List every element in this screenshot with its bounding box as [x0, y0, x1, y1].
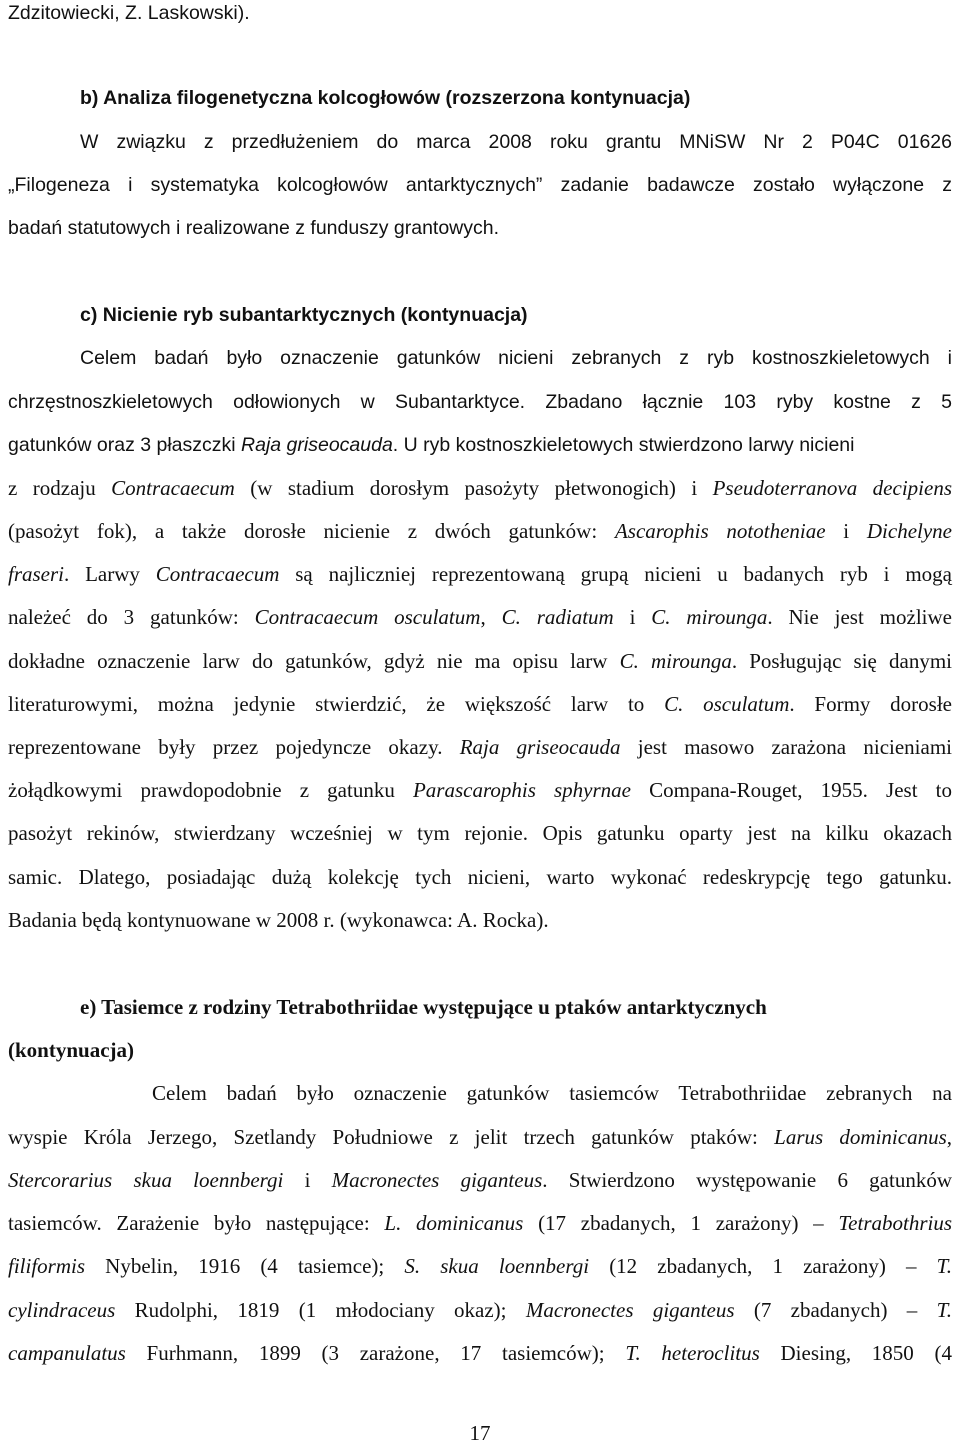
species-epithet: cylindraceus — [8, 1298, 116, 1322]
paragraph-line: samic. Dlatego, posiadając dużą kolekcję tych nicieni, warto wykonać redeskrypcję tego gatunku. — [8, 865, 952, 889]
text: Furhmann, 1899 (3 zarażone, 17 tasiemców); — [125, 1341, 626, 1365]
genus-abbrev: T. — [936, 1298, 952, 1322]
text: . U ryb kostnoszkieletowych stwierdzono larwy nicieni — [392, 434, 855, 456]
paragraph-line — [8, 518, 952, 544]
species-name: Pseudoterranova decipiens — [712, 476, 952, 500]
text: reprezentowane były przez pojedyncze okazy. — [8, 735, 460, 759]
species-name: C. mirounga — [651, 605, 768, 629]
species-epithet: fraseri — [8, 562, 65, 586]
species-name: C. radiatum — [501, 605, 614, 629]
species-name: T. heteroclitus — [625, 1341, 760, 1365]
text: Diesing, 1850 (4 — [759, 1341, 952, 1365]
species-name: Macronectes giganteus — [331, 1168, 543, 1192]
continuation-line — [8, 0, 952, 26]
text: i — [825, 519, 867, 543]
text: Nybelin, 1916 (4 tasiemce); — [85, 1254, 405, 1278]
paragraph-line: „Filogeneza i systematyka kolcogłowów antarktycznych” zadanie badawcze zostało wyłączone z — [8, 174, 952, 196]
species-name: C. mirounga — [619, 649, 732, 673]
paragraph-line — [8, 561, 952, 587]
species-epithet: filiformis — [8, 1254, 86, 1278]
text: (w stadium dorosłym pasożyty płetwonogich) i — [234, 476, 713, 500]
paragraph-line: badań statutowych i realizowane z funduszy grantowych. — [8, 217, 500, 239]
paragraph-line: Celem badań było oznaczenie gatunków tasiemców Tetrabothriidae zebranych na — [152, 1081, 952, 1105]
text: . Formy dorosłe — [789, 692, 953, 716]
species-name: C. osculatum — [664, 692, 790, 716]
species-name: Macronectes giganteus — [525, 1298, 735, 1322]
species-name: Raja griseocauda — [241, 434, 393, 456]
text: należeć do 3 gatunków: — [8, 605, 255, 629]
paragraph-line: chrzęstnoszkieletowych odłowionych w Subantarktyce. Zbadano łącznie 103 ryby kostne z 5 — [8, 391, 952, 413]
genus-name: Tetrabothrius — [838, 1211, 952, 1235]
genus-abbrev: T. — [936, 1254, 952, 1278]
species-name: Parascarophis sphyrnae — [412, 778, 631, 802]
species-name: Contracaecum osculatum — [254, 605, 481, 629]
text: . Posługując się danymi — [731, 649, 952, 673]
text: . Nie jest możliwe — [767, 605, 952, 629]
section-e-heading-cont: (kontynuacja) — [8, 1038, 135, 1062]
genus-name: Dichelyne — [866, 519, 952, 543]
species-name: Stercorarius skua loennbergi — [8, 1168, 284, 1192]
text: i — [613, 605, 652, 629]
text: żołądkowymi prawdopodobnie z gatunku — [8, 778, 413, 802]
text: gatunków oraz 3 płaszczki — [8, 434, 242, 456]
species-name: S. skua loennbergi — [404, 1254, 590, 1278]
paragraph-line — [8, 475, 952, 501]
paragraph-line — [8, 734, 952, 760]
paragraph-line: Badania będą kontynuowane w 2008 r. (wykonawca: A. Rocka). — [8, 908, 549, 932]
text: . Larwy — [64, 562, 156, 586]
text: wyspie Króla Jerzego, Szetlandy Południowe z jelit trzech gatunków ptaków: — [8, 1125, 775, 1149]
text: są najliczniej reprezentowaną grupą nicieni u badanych ryb i mogą — [279, 562, 953, 586]
text: Rudolphi, 1819 (1 młodociany okaz); — [115, 1298, 526, 1322]
text: tasiemców. Zarażenie było następujące: — [8, 1211, 385, 1235]
text: (17 zbadanych, 1 zarażony) – — [523, 1211, 839, 1235]
paragraph-line — [8, 1340, 952, 1366]
paragraph-line — [8, 691, 952, 717]
section-e-heading: e) Tasiemce z rodziny Tetrabothriidae występujące u ptaków antarktycznych — [80, 995, 767, 1019]
paragraph-line — [8, 1297, 952, 1323]
species-name: Raja griseocauda — [459, 735, 621, 759]
genus-name: Contracaecum — [111, 476, 235, 500]
text: literaturowymi, można jedynie stwierdzić, że większość larw to — [8, 692, 665, 716]
paragraph-line — [8, 1124, 952, 1150]
text: (pasożyt fok), a także dorosłe nicienie z dwóch gatunków: — [8, 519, 615, 543]
species-name: L. dominicanus — [384, 1211, 524, 1235]
text: z rodzaju — [8, 476, 112, 500]
paragraph-line: W związku z przedłużeniem do marca 2008 roku grantu MNiSW Nr 2 P04C 01626 — [80, 131, 952, 153]
paragraph-line — [8, 1210, 952, 1236]
paragraph-line: Celem badań było oznaczenie gatunków nicieni zebranych z ryb kostnoszkieletowych i — [80, 347, 952, 369]
paragraph-line — [8, 604, 952, 630]
species-name: Ascarophis nototheniae — [614, 519, 826, 543]
text: (12 zbadanych, 1 zarażony) – — [589, 1254, 937, 1278]
paragraph-line — [8, 777, 952, 803]
text: , — [480, 605, 502, 629]
section-b-heading: b) Analiza filogenetyczna kolcogłowów (rozszerzona kontynuacja) — [80, 87, 691, 109]
paragraph-line — [8, 1253, 952, 1279]
text: i — [283, 1168, 332, 1192]
paragraph-line — [8, 1167, 952, 1193]
text: Compana-Rouget, 1955. Jest to — [630, 778, 952, 802]
text: Zdzitowiecki, Z. Laskowski). — [8, 2, 250, 24]
page-number: 17 — [469, 1421, 491, 1445]
species-name: Larus dominicanus — [774, 1125, 947, 1149]
paragraph-line — [8, 432, 952, 458]
text: (7 zbadanych) – — [734, 1298, 937, 1322]
genus-name: Contracaecum — [155, 562, 280, 586]
paragraph-line — [8, 648, 952, 674]
paragraph-line: pasożyt rekinów, stwierdzany wcześniej w tym rejonie. Opis gatunku oparty jest na kilku okazach — [8, 821, 952, 845]
section-c-heading: c) Nicienie ryb subantarktycznych (kontynuacja) — [80, 304, 528, 326]
text: jest masowo zarażona nicieniami — [620, 735, 952, 759]
text: . Stwierdzono występowanie 6 gatunków — [542, 1168, 953, 1192]
species-epithet: campanulatus — [8, 1341, 126, 1365]
text: dokładne oznaczenie larw do gatunków, gdyż nie ma opisu larw — [8, 649, 620, 673]
text: , — [946, 1125, 952, 1149]
